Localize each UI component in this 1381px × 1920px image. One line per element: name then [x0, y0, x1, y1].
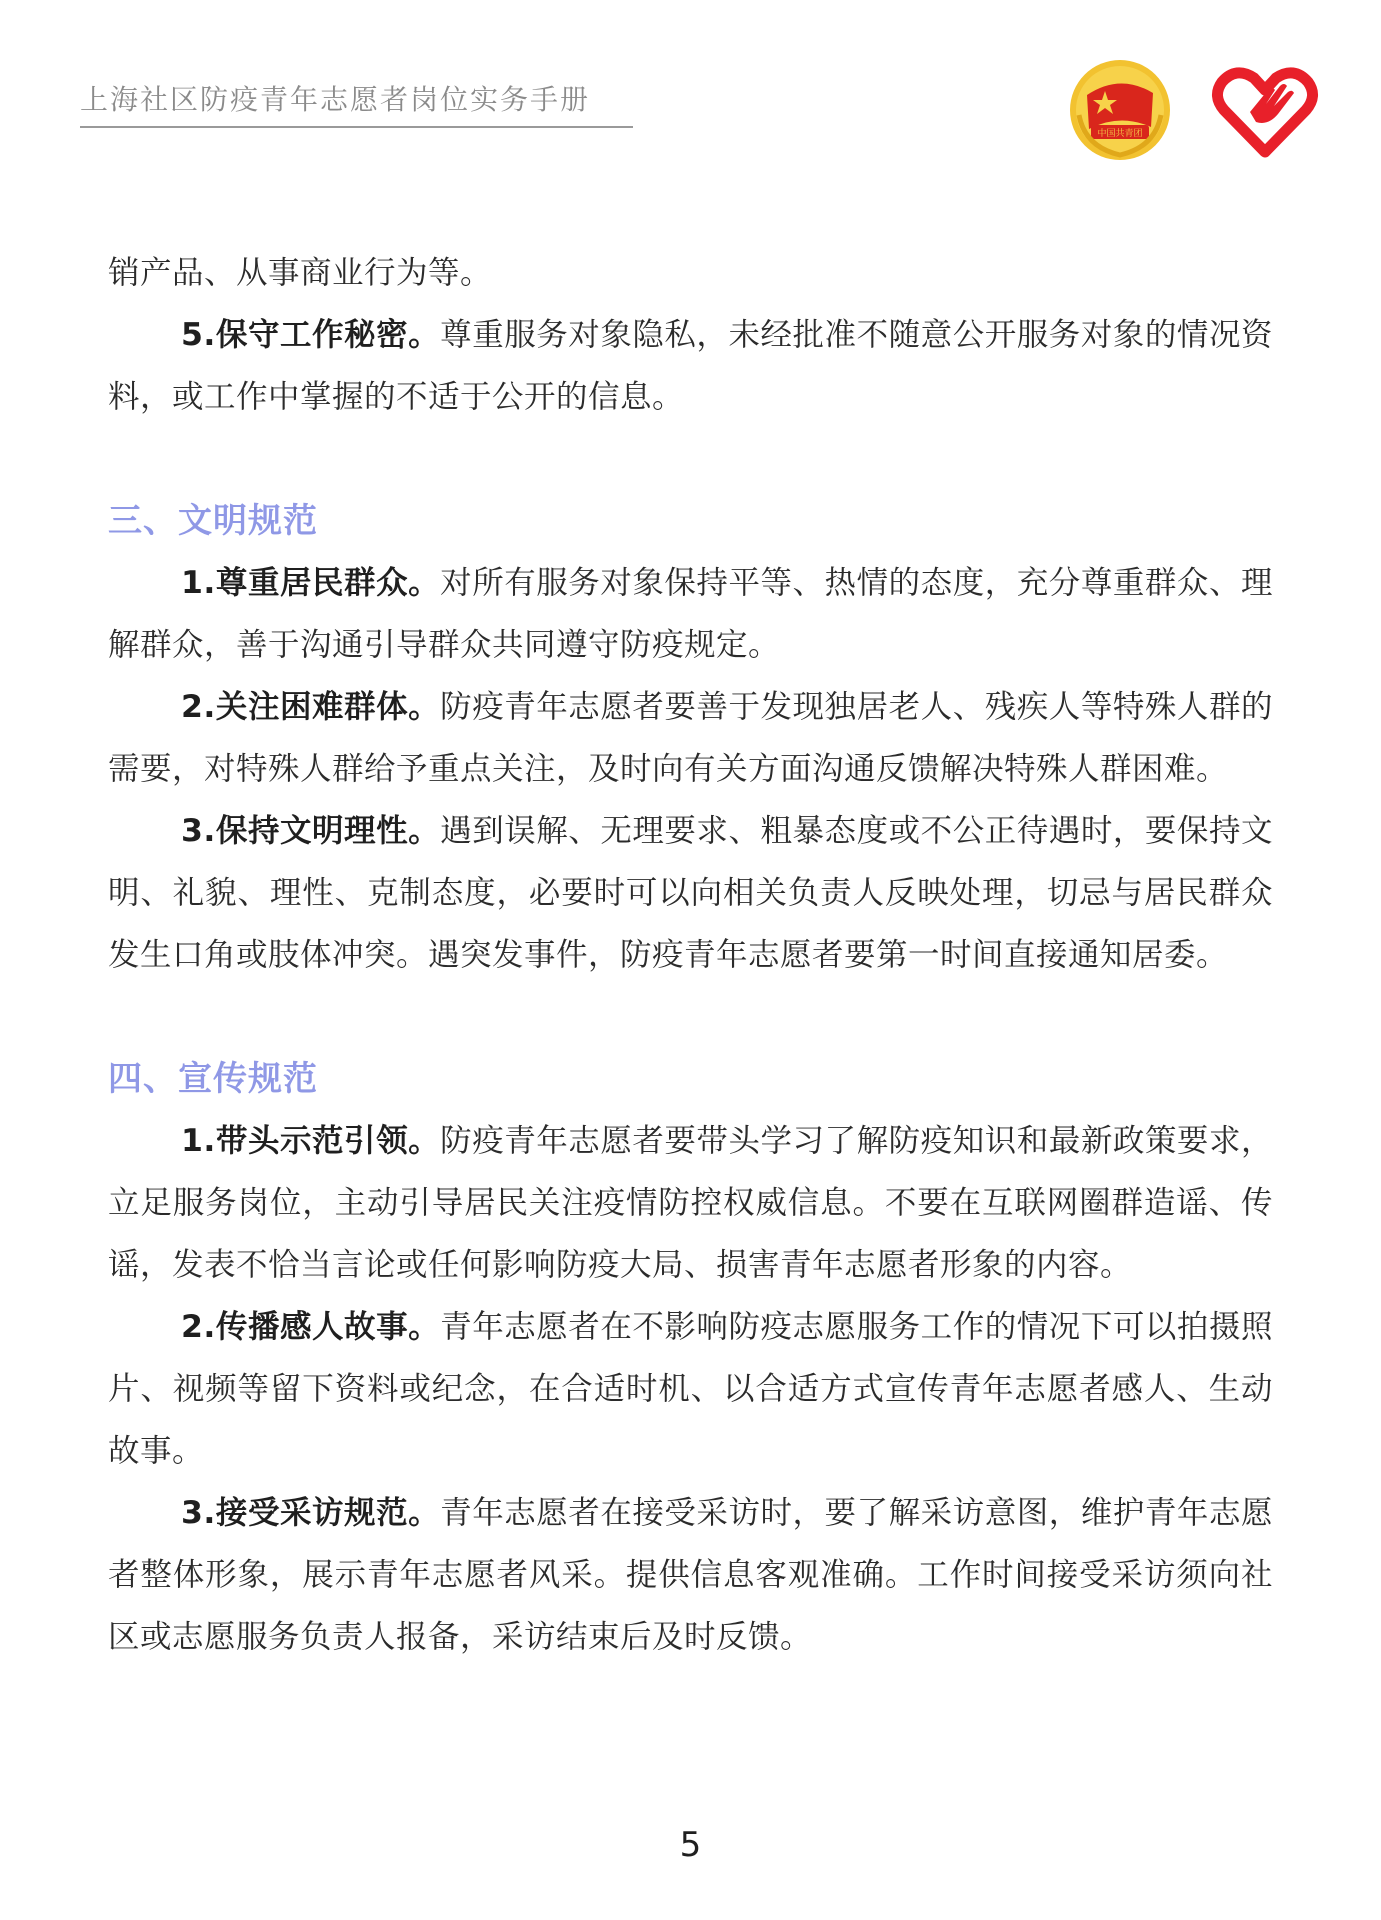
- paragraph-lead-by-example: [108, 1110, 1273, 1296]
- running-header: 上海社区防疫青年志愿者岗位实务手册: [80, 83, 591, 116]
- item-body: 青年志愿者在接受采访时，要了解采访意图，维护青年志愿者整体形象，展示青年志愿者风采。提供信息客观准确。工作时间接受采访须向社区或志愿服务负责人报备，采访结束后及时反馈。: [108, 1495, 1273, 1655]
- page-number: 5: [679, 1825, 702, 1865]
- youth-league-emblem-logo: [1065, 55, 1175, 165]
- item-title: 3.接受采访规范。: [181, 1495, 441, 1531]
- item-title: 1.带头示范引领。: [181, 1123, 441, 1159]
- section-heading-publicity: 四、宣传规范: [108, 1059, 318, 1099]
- item-title: 1.尊重居民群众。: [181, 565, 441, 601]
- body-content: [108, 242, 1273, 1668]
- item-body: 防疫青年志愿者要带头学习了解防疫知识和最新政策要求，立足服务岗位，主动引导居民关注疫情防控权威信息。不要在互联网圈群造谣、传谣，发表不恰当言论或任何影响防疫大局、损害青年志愿者形象的内容。: [108, 1123, 1273, 1283]
- paragraph-keep-secret: [108, 304, 1273, 428]
- item-body: 对所有服务对象保持平等、热情的态度，充分尊重群众、理解群众，善于沟通引导群众共同遵守防疫规定。: [108, 565, 1273, 663]
- paragraph-stay-rational: [108, 800, 1273, 986]
- item-body: 尊重服务对象隐私，未经批准不随意公开服务对象的情况资料，或工作中掌握的不适于公开的信息。: [108, 317, 1273, 415]
- spacer: [108, 428, 1273, 490]
- paragraph-interview-rules: [108, 1482, 1273, 1668]
- item-body: 防疫青年志愿者要善于发现独居老人、残疾人等特殊人群的需要，对特殊人群给予重点关注，及时向有关方面沟通反馈解决特殊人群困难。: [108, 689, 1273, 787]
- paragraph-respect-residents: [108, 552, 1273, 676]
- item-title: 3.保持文明理性。: [181, 813, 441, 849]
- paragraph-spread-stories: [108, 1296, 1273, 1482]
- item-title: 2.传播感人故事。: [181, 1309, 441, 1345]
- item-title: 5.保守工作秘密。: [181, 317, 441, 353]
- paragraph-care-vulnerable: [108, 676, 1273, 800]
- volunteer-heart-logo: [1210, 60, 1320, 160]
- item-title: 2.关注困难群体。: [181, 689, 441, 725]
- league-emblem-text: 中国共青团: [1097, 129, 1143, 139]
- spacer: [108, 986, 1273, 1048]
- item-body: 遇到误解、无理要求、粗暴态度或不公正待遇时，要保持文明、礼貌、理性、克制态度，必要时可以向相关负责人反映处理，切忌与居民群众发生口角或肢体冲突。遇突发事件，防疫青年志愿者要第一时间直接通知居委。: [108, 813, 1273, 973]
- paragraph-continuation: 销产品、从事商业行为等。: [108, 255, 493, 291]
- item-body: 青年志愿者在不影响防疫志愿服务工作的情况下可以拍摄照片、视频等留下资料或纪念，在合适时机、以合适方式宣传青年志愿者感人、生动故事。: [108, 1309, 1273, 1469]
- header-rule: [80, 126, 633, 128]
- section-heading-civility: 三、文明规范: [108, 501, 318, 541]
